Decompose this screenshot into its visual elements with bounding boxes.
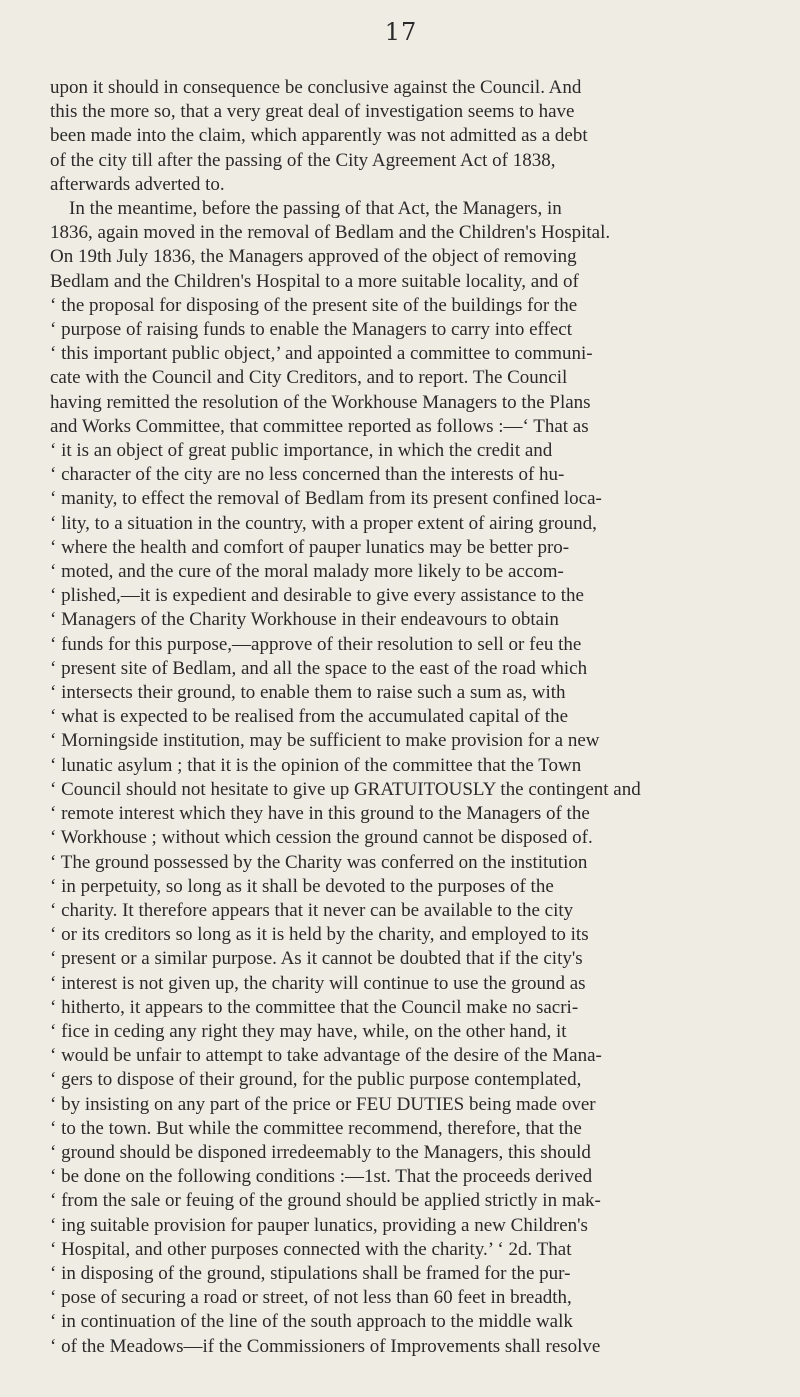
text-line: been made into the claim, which apparently was not admitted as a debt (50, 125, 588, 147)
text-line: afterwards adverted to. (50, 173, 225, 195)
text-line: ‘ plished,—it is expedient and desirable to give every assistance to the (50, 585, 584, 607)
text-line: ‘ character of the city are no less concerned than the interests of hu- (50, 464, 565, 486)
text-line: ‘ ing suitable provision for pauper lunatics, providing a new Children's (50, 1214, 588, 1236)
text-line: ‘ be done on the following conditions :—1st. That the proceeds derived (50, 1166, 593, 1188)
text-line: this the more so, that a very great deal of investigation seems to have (50, 101, 575, 123)
text-line: ‘ it is an object of great public importance, in which the credit and (50, 440, 553, 462)
text-line: cate with the Council and City Creditors, and to report. The Council (50, 367, 568, 389)
text-line: Bedlam and the Children's Hospital to a more suitable locality, and of (50, 270, 579, 292)
text-line: ‘ the proposal for disposing of the present site of the buildings for the (50, 294, 578, 316)
paragraph (50, 76, 752, 197)
text-line: ‘ The ground possessed by the Charity was conferred on the institution (50, 851, 588, 873)
text-line: of the city till after the passing of the City Agreement Act of 1838, (50, 149, 556, 171)
text-line: ‘ remote interest which they have in this ground to the Managers of the (50, 803, 590, 825)
text-line: ‘ or its creditors so long as it is held by the charity, and employed to its (50, 924, 589, 946)
text-line: ‘ lunatic asylum ; that it is the opinion of the committee that the Town (50, 754, 582, 776)
text-line: having remitted the resolution of the Workhouse Managers to the Plans (50, 391, 591, 413)
text-line: ‘ present or a similar purpose. As it cannot be doubted that if the city's (50, 948, 583, 970)
text-line: ‘ in perpetuity, so long as it shall be devoted to the purposes of the (50, 875, 554, 897)
text-line: On 19th July 1836, the Managers approved of the object of removing (50, 246, 577, 268)
text-line: ‘ Workhouse ; without which cession the ground cannot be disposed of. (50, 827, 593, 849)
text-line: ‘ intersects their ground, to enable them to raise such a sum as, with (50, 682, 566, 704)
text-line: ‘ Hospital, and other purposes connected with the charity.’ ‘ 2d. That (50, 1238, 572, 1260)
text-line: ‘ this important public object,’ and appointed a committee to communi- (50, 343, 593, 365)
text-line: ‘ charity. It therefore appears that it never can be available to the city (50, 899, 574, 921)
text-line: ‘ Managers of the Charity Workhouse in their endeavours to obtain (50, 609, 559, 631)
text-line: ‘ in continuation of the line of the south approach to the middle walk (50, 1311, 573, 1333)
text-line: ‘ funds for this purpose,—approve of their resolution to sell or feu the (50, 633, 582, 655)
text-line: In the meantime, before the passing of that Act, the Managers, in (50, 198, 562, 220)
text-line: ‘ fice in ceding any right they may have, while, on the other hand, it (50, 1020, 567, 1042)
text-line: ‘ present site of Bedlam, and all the space to the east of the road which (50, 657, 588, 679)
text-line: ‘ where the health and comfort of pauper lunatics may be better pro- (50, 536, 570, 558)
text-line: ‘ in disposing of the ground, stipulations shall be framed for the pur- (50, 1262, 571, 1284)
text-line: ‘ gers to dispose of their ground, for the public purpose contemplated, (50, 1069, 582, 1091)
text-line: ‘ moted, and the cure of the moral malady more likely to be accom- (50, 561, 564, 583)
text-line: ‘ to the town. But while the committee recommend, therefore, that the (50, 1117, 582, 1139)
text-line: ‘ what is expected to be realised from the accumulated capital of the (50, 706, 569, 728)
text-line: upon it should in consequence be conclusive against the Council. And (50, 77, 582, 98)
text-line: and Works Committee, that committee reported as follows :—‘ That as (50, 415, 589, 437)
text-line: ‘ lity, to a situation in the country, with a proper extent of airing ground, (50, 512, 597, 534)
text-line: ‘ from the sale or feuing of the ground should be applied strictly in mak- (50, 1190, 601, 1212)
text-line: ‘ hitherto, it appears to the committee that the Council make no sacri- (50, 996, 579, 1018)
text-line: ‘ by insisting on any part of the price or FEU DUTIES being made over (50, 1093, 596, 1115)
text-line: ‘ Morningside institution, may be sufficient to make provision for a new (50, 730, 600, 752)
text-line: ‘ ground should be disponed irredeemably to the Managers, this should (50, 1141, 591, 1163)
text-line: ‘ pose of securing a road or street, of not less than 60 feet in breadth, (50, 1287, 572, 1309)
text-line: ‘ interest is not given up, the charity will continue to use the ground as (50, 972, 586, 994)
page-number: 17 (384, 18, 418, 46)
text-line: ‘ purpose of raising funds to enable the Managers to carry into effect (50, 319, 572, 341)
text-line: ‘ manity, to effect the removal of Bedlam from its present confined loca- (50, 488, 602, 510)
text-line: ‘ would be unfair to attempt to take advantage of the desire of the Mana- (50, 1045, 602, 1067)
paragraph (50, 197, 752, 1359)
text-line: ‘ of the Meadows—if the Commissioners of Improvements shall resolve (50, 1335, 601, 1357)
text-line: ‘ Council should not hesitate to give up GRATUITOUSLY the contingent and (50, 778, 641, 800)
body-text (50, 76, 752, 1359)
text-line: 1836, again moved in the removal of Bedlam and the Children's Hospital. (50, 222, 611, 244)
